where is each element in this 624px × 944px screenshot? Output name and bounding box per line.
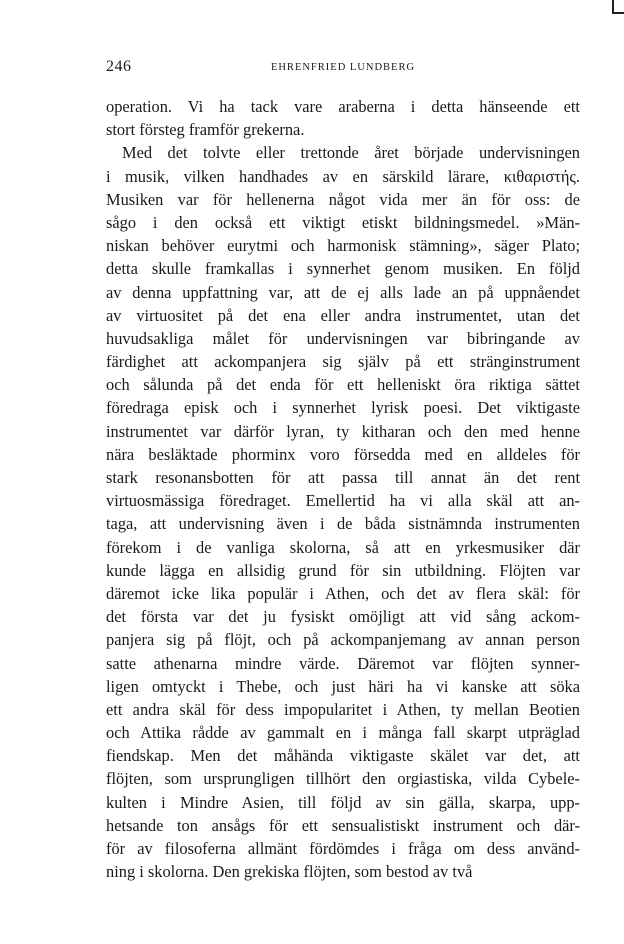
text-line: satte athenarna mindre värde. Däremot var flöjten synner- [106,653,580,673]
text-line: instrumentet var därför lyran, ty kitharan och den med henne [106,421,580,441]
text-line: föredraga episk och i synnerhet lyrisk poesi. Det viktigaste [106,398,580,418]
text-line: och Attika rådde av gammalt en i många fall skarpt utpräglad [106,723,580,743]
body-text [106,95,580,883]
page-number: 246 [106,58,132,75]
text-line: flöjten, som ursprungligen tillhört den orgiastiska, vilda Cybele- [106,769,580,789]
text-line: kulten i Mindre Asien, till följd av sin gälla, skarpa, upp- [106,792,580,812]
text-line: det första var det ju fysiskt omöjligt att vid sång ackom- [106,607,580,627]
running-head [106,58,580,78]
text-line: Med det tolvte eller trettonde året började undervisningen [122,143,580,163]
text-line: sågo i den också ett viktigt etiskt bildningsmedel. »Män- [106,212,580,232]
text-line: färdighet att ackompanjera sig själv på ett stränginstrument [106,352,580,372]
text-line: detta skulle framkallas i synnerhet genom musiken. En följd [106,259,580,279]
paragraph [106,141,580,883]
paragraph [106,95,580,141]
text-line: stort försteg framför grekerna. [106,120,305,140]
text-line: niskan behöver eurytmi och harmonisk stämning», säger Plato; [106,236,580,256]
text-line: virtuosmässiga föredraget. Emellertid ha vi alla skäl att an- [106,491,580,511]
text-line: däremot icke lika populär i Athen, och det av flera skäl: för [106,583,580,603]
text-line: ett andra skäl för dess impopularitet i Athen, ty mellan Beotien [106,699,580,719]
header-title: EHRENFRIED LUNDBERG [270,62,416,73]
text-line: hetsande ton ansågs för ett sensualistiskt instrument och där- [106,815,580,835]
text-line: fiendskap. Men det måhända viktigaste skälet var det, att [106,746,580,766]
text-line: ligen omtyckt i Thebe, och just häri ha vi kanske att söka [106,676,580,696]
text-line: huvudsakliga målet för undervisningen var bibringande av [106,328,580,348]
text-line: operation. Vi ha tack vare araberna i detta hänseende ett [106,97,580,116]
text-line: taga, att undervisning även i de båda sistnämnda instrumenten [106,514,580,534]
text-line: panjera sig på flöjt, och på ackompanjemang av annan person [106,630,580,650]
text-line: ning i skolorna. Den grekiska flöjten, som bestod av två [106,862,473,882]
text-line: i musik, vilken handhades av en särskild lärare, κιθαριστής. [106,166,580,186]
text-line: för av filosoferna allmänt fördömdes i fråga om dess använd- [106,839,580,858]
text-line: och sålunda på det enda för ett helleniskt öra riktiga sättet [106,375,580,395]
text-line: av denna uppfattning var, att de ej alls lade an på uppnåendet [106,282,580,302]
page-corner-mark [612,0,624,14]
text-line: förekom i de vanliga skolorna, så att en yrkesmusiker där [106,537,580,557]
text-line: Musiken var för hellenerna något vida mer än för oss: de [106,189,580,209]
text-line: av virtuositet på det ena eller andra instrumentet, utan det [106,305,580,325]
text-line: stark resonansbotten för att passa till annat än det rent [106,468,580,487]
text-line: nära besläktade phorminx voro försedda med en alldeles för [106,444,580,464]
text-line: kunde lägga en allsidig grund för sin utbildning. Flöjten var [106,560,580,580]
